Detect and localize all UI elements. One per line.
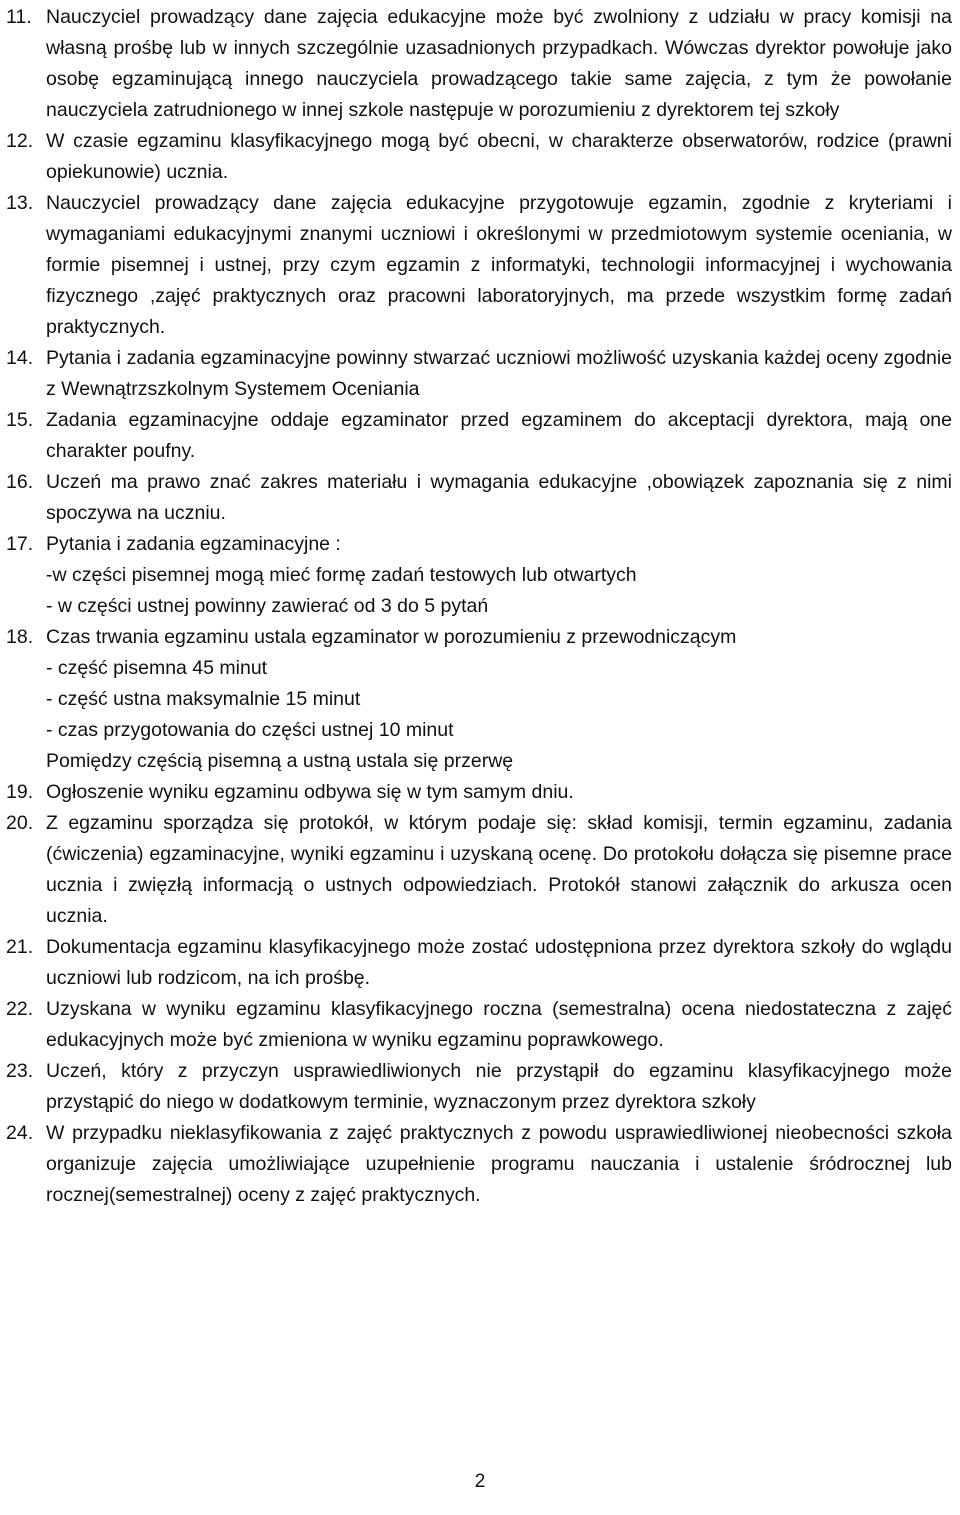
list-item-21 [6,932,952,994]
item-text: Z egzaminu sporządza się protokół, w którym podaje się: skład komisji, termin egzaminu, zadania (ćwiczenia) egzaminacyjne, wyniki egzaminu i uzyskaną ocenę. Do protokołu dołącza się pisemne prace ucznia i zwięzłą informacją o ustnych odpowiedziach. Protokół stanowi załącznik do arkusza ocen ucznia. [46,812,952,927]
item-number: 17. [6,533,34,555]
sub-line: - czas przygotowania do części ustnej 10 minut [46,719,454,741]
item-text: Uczeń ma prawo znać zakres materiału i wymagania edukacyjne ,obowiązek zapoznania się z nimi spoczywa na uczniu. [46,471,952,524]
sub-line: - część ustna maksymalnie 15 minut [46,688,361,710]
sub-line: -w części pisemnej mogą mieć formę zadań testowych lub otwartych [46,564,637,586]
item-number: 23. [6,1060,34,1082]
list-item-23 [6,1056,952,1118]
list-item-12 [6,126,952,188]
item-number: 24. [6,1122,34,1144]
item-number: 18. [6,626,34,648]
list-item-19 [6,777,952,808]
item-text: Uzyskana w wyniku egzaminu klasyfikacyjnego roczna (semestralna) ocena niedostateczna z zajęć edukacyjnych może być zmieniona w wyniku egzaminu poprawkowego. [46,998,952,1051]
item-text: Nauczyciel prowadzący dane zajęcia edukacyjne może być zwolniony z udziału w pracy komisji na własną prośbę lub w innych szczególnie uzasadnionych przypadkach. Wówczas dyrektor powołuje jako osobę egzaminującą innego nauczyciela prowadzącego takie same zajęcia, z tym że powołanie nauczyciela zatrudnionego w innej szkole następuje w porozumieniu z dyrektorem tej szkoły [46,6,952,121]
item-number: 21. [6,936,34,958]
item-number: 15. [6,409,34,431]
list-item-18 [6,622,952,777]
item-text: Czas trwania egzaminu ustala egzaminator w porozumieniu z przewodniczącym [46,626,737,648]
item-text: Pytania i zadania egzaminacyjne : [46,533,341,555]
list-item-15 [6,405,952,467]
item-number: 11. [6,6,32,28]
item-text: Ogłoszenie wyniku egzaminu odbywa się w tym samym dniu. [46,781,574,803]
list-item-20 [6,808,952,932]
page-number: 2 [474,1471,486,1492]
item-text: Pytania i zadania egzaminacyjne powinny stwarzać uczniowi możliwość uzyskania każdej oceny zgodnie z Wewnątrzszkolnym Systemem Oceniania [46,347,952,400]
item-text: W przypadku nieklasyfikowania z zajęć praktycznych z powodu usprawiedliwionej nieobecności szkoła organizuje zajęcia umożliwiające uzupełnienie programu nauczania i ustalenie śródrocznej lub rocznej(semestralnej) oceny z zajęć praktycznych. [46,1122,952,1206]
item-number: 16. [6,471,34,493]
sub-line: - część pisemna 45 minut [46,657,268,679]
sub-line: - w części ustnej powinny zawierać od 3 do 5 pytań [46,595,489,617]
item-number: 22. [6,998,34,1020]
item-number: 12. [6,130,34,152]
item-text: Dokumentacja egzaminu klasyfikacyjnego może zostać udostępniona przez dyrektora szkoły do wglądu uczniowi lub rodzicom, na ich prośbę. [46,936,952,989]
list-item-13 [6,188,952,343]
item-text: W czasie egzaminu klasyfikacyjnego mogą być obecni, w charakterze obserwatorów, rodzice (prawni opiekunowie) ucznia. [46,130,952,183]
item-number: 13. [6,192,34,214]
item-number: 14. [6,347,34,369]
item-text: Zadania egzaminacyjne oddaje egzaminator przed egzaminem do akceptacji dyrektora, mają one charakter poufny. [46,409,952,462]
sub-line: Pomiędzy częścią pisemną a ustną ustala się przerwę [46,750,514,772]
list-item-16 [6,467,952,529]
list-item-22 [6,994,952,1056]
list-item-17 [6,529,952,622]
list-item-24 [6,1118,952,1211]
list-item-11 [6,2,952,126]
item-number: 20. [6,812,34,834]
item-text: Nauczyciel prowadzący dane zajęcia edukacyjne przygotowuje egzamin, zgodnie z kryteriami i wymaganiami edukacyjnymi znanymi uczniowi i określonymi w przedmiotowym systemie oceniania, w formie pisemnej i ustnej, przy czym egzamin z informatyki, technologii informacyjnej i wychowania fizycznego ,zajęć praktycznych oraz pracowni laboratoryjnych, ma przede wszystkim formę zadań praktycznych. [46,192,952,338]
list-item-14 [6,343,952,405]
item-number: 19. [6,781,34,803]
item-text: Uczeń, który z przyczyn usprawiedliwionych nie przystąpił do egzaminu klasyfikacyjnego może przystąpić do niego w dodatkowym terminie, wyznaczonym przez dyrektora szkoły [46,1060,952,1113]
